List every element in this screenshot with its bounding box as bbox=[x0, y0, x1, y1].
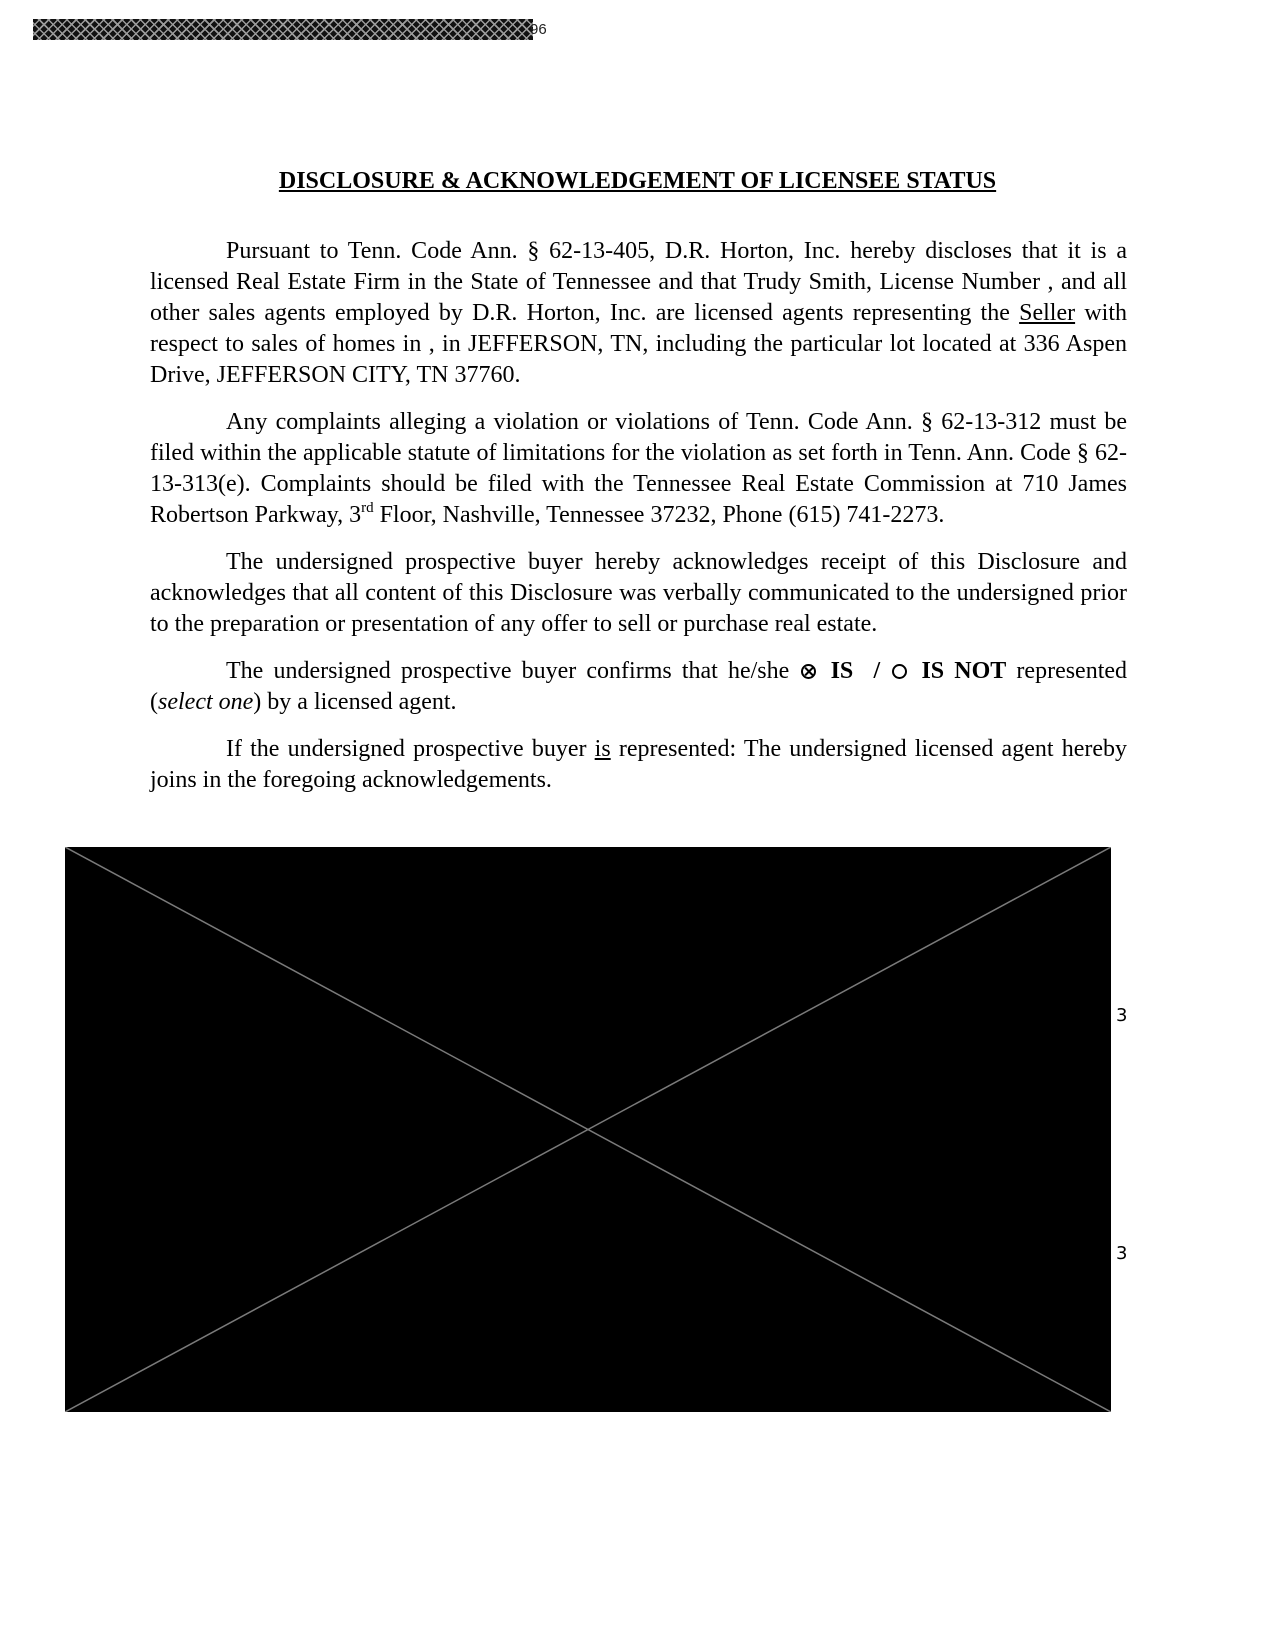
is-underlined: is bbox=[594, 736, 611, 762]
paragraph-buyer-acknowledgement: The undersigned prospective buyer hereby acknowledges receipt of this Disclosure and acknowledges that all content of this Disclosure was verbally communicated to the undersigned prior to the preparation or presentation of any offer to sell or purchase real estate. bbox=[150, 549, 1127, 637]
p2-text-a: Any complaints alleging a violation or violations of Tenn. Code Ann. § 62-13-312 must be filed within the applicable statute of limitations for the violation as set forth in Tenn. Ann. Code § 62-13-313(e). Complaints should be filed with the Tennessee Real Estate Commission at 710 James Robertson Parkway, 3 bbox=[150, 409, 1127, 528]
radio-is-not-icon[interactable] bbox=[892, 664, 907, 679]
select-one-italic: select one bbox=[158, 689, 254, 715]
paragraph-representation bbox=[150, 656, 1127, 718]
document-title: DISCLOSURE & ACKNOWLEDGEMENT OF LICENSEE STATUS bbox=[278, 168, 997, 194]
paragraph-complaints bbox=[150, 407, 1127, 531]
margin-number-1: 3 bbox=[1116, 1005, 1128, 1026]
redacted-header-bar bbox=[33, 19, 533, 40]
paragraph-agent-joinder bbox=[150, 734, 1127, 796]
redaction-cross-icon bbox=[65, 847, 1111, 1412]
p5-text-a: If the undersigned prospective buyer bbox=[226, 736, 595, 762]
option-is-label: IS bbox=[830, 658, 854, 684]
margin-number-2: 3 bbox=[1116, 1243, 1128, 1264]
option-slash: / bbox=[873, 658, 881, 684]
p4-text-c: ) by a licensed agent. bbox=[253, 689, 457, 715]
p4-text-b: represented ( bbox=[150, 658, 1128, 715]
p4-text-a: The undersigned prospective buyer confirms that he/she bbox=[226, 658, 800, 684]
ordinal-suffix: rd bbox=[361, 500, 374, 516]
p5-text-b: represented: The undersigned licensed agent hereby joins in the foregoing acknowledgements. bbox=[150, 736, 1127, 793]
p1-text-b: with respect to sales of homes in , in JEFFERSON, TN, including the particular lot located at 336 Aspen Drive, JEFFERSON CITY, TN 37760. bbox=[150, 300, 1127, 388]
p2-text-b: Floor, Nashville, Tennessee 37232, Phone (615) 741-2273. bbox=[373, 502, 945, 528]
radio-is-selected-icon[interactable] bbox=[801, 664, 816, 679]
header-number: 96 bbox=[530, 21, 547, 38]
p1-text-a: Pursuant to Tenn. Code Ann. § 62-13-405, D.R. Horton, Inc. hereby discloses that it is a licensed Real Estate Firm in the State of Tennessee and that Trudy Smith, License Number , and all other sales agents employed by D.R. Horton, Inc. are licensed agents representing the bbox=[150, 238, 1127, 326]
paragraph-firm-disclosure bbox=[150, 236, 1127, 391]
seller-underlined: Seller bbox=[1019, 300, 1076, 326]
option-is-not-label: IS NOT bbox=[921, 658, 1007, 684]
document-body bbox=[150, 236, 1127, 812]
redacted-signature-block bbox=[65, 847, 1111, 1412]
